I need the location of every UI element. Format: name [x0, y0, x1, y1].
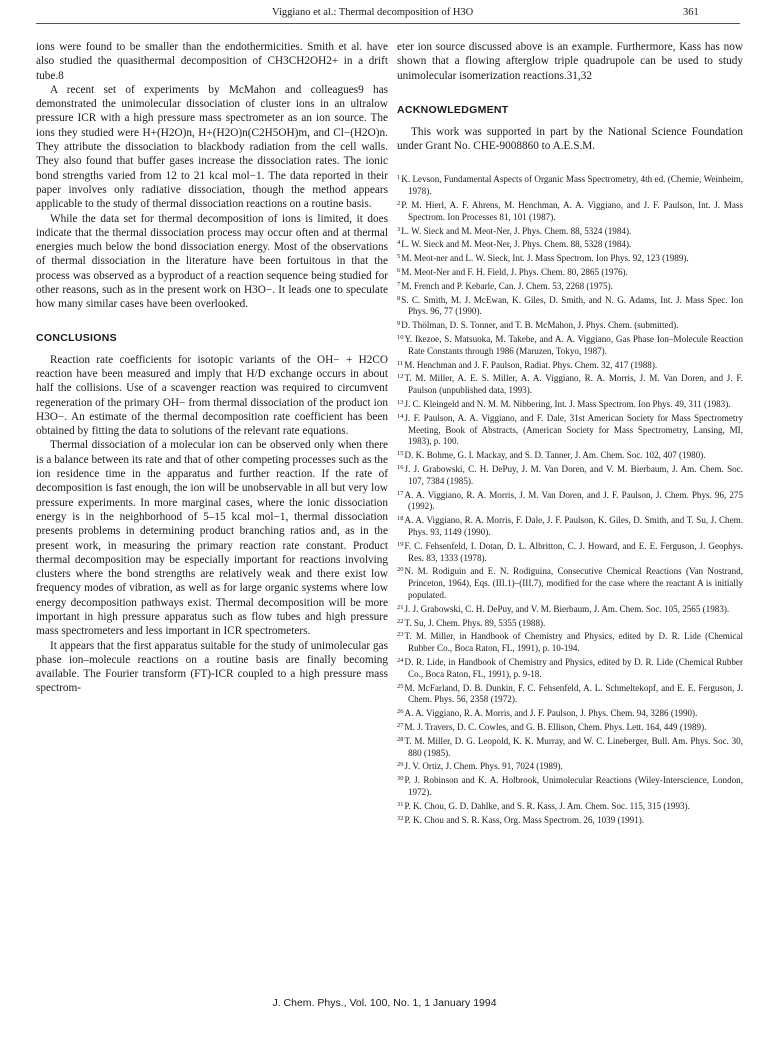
acknowledgment-heading: ACKNOWLEDGMENT	[397, 103, 509, 116]
reference-item	[397, 251, 743, 265]
reference-number: 19	[397, 540, 404, 548]
reference-text: T. M. Miller, A. E. S. Miller, A. A. Viggiano, R. A. Morris, J. M. Van Doren, and J. F. Paulson (unpublished data, 1993).	[404, 373, 743, 396]
reference-text: M. McFarland, D. B. Dunkin, F. C. Fehsenfeld, A. L. Schmeltekopf, and E. E. Ferguson, J. Chem. Phys. 56, 2358 (1972).	[404, 682, 743, 705]
reference-number: 31	[397, 800, 404, 808]
reference-text: P. M. Hierl, A. F. Ahrens, M. Henchman, A. A. Viggiano, and J. F. Paulson, Int. J. Mass Spectrom. Ion Processes 81, 101 (1987).	[401, 200, 743, 222]
reference-number: 4	[397, 239, 401, 247]
reference-item	[397, 734, 743, 760]
page-number: 361	[683, 7, 699, 18]
reference-number: 27	[397, 721, 404, 729]
reference-number: 28	[397, 735, 404, 743]
reference-number: 10	[397, 334, 404, 342]
reference-item	[397, 799, 743, 813]
reference-text: J. C. Kleingeld and N. M. M. Nibbering, Int. J. Mass Spectrom. Ion Phys. 49, 311 (1983).	[404, 399, 731, 410]
reference-item	[397, 681, 743, 707]
reference-item	[397, 371, 743, 397]
body-paragraph: eter ion source discussed above is an example. Furthermore, Kass has now shown that a flowing afterglow triple quadrupole can be used to study unimolecular isomerization reactions.31,32	[397, 41, 743, 82]
reference-number: 15	[397, 450, 404, 458]
reference-number: 2	[397, 200, 401, 208]
reference-number: 11	[397, 359, 404, 367]
reference-list	[397, 172, 743, 826]
reference-text: D. Thölman, D. S. Tonner, and T. B. McMahon, J. Phys. Chem. (submitted).	[401, 320, 679, 331]
reference-item	[397, 198, 743, 224]
reference-text: P. J. Robinson and K. A. Holbrook, Unimolecular Reactions (Wiley-Interscience, London, 1972).	[404, 775, 743, 797]
reference-item	[397, 279, 743, 293]
reference-text: T. M. Miller, D. G. Leopold, K. K. Murray, and W. C. Lineberger, Bull. Am. Phys. Soc. 30, 880 (1985).	[404, 735, 743, 758]
reference-item	[397, 265, 743, 279]
body-paragraph: A recent set of experiments by McMahon and colleagues9 has demonstrated the unimolecular dissociation of cluster ions in an ultralow pressure ICR with a high pressure mass spectrometer as an ion source. The ions they studied were H+(H2O)n, H+(H2O)n(C2H5OH)m, and Cl−(H2O)n. They attribute the dissociation to blackbody radiation from the cell walls. They also found that buffer gases increase the dissociation rates. The ionic bond strengths varied from 12 to 21 kcal mol−1. The data reported in their paper involves only radiative dissociation, though the method appears applicable to the study of thermal dissociation reactions on a routine basis.	[36, 83, 388, 211]
reference-text: L. W. Sieck and M. Meot-Ner, J. Phys. Chem. 88, 5324 (1984).	[401, 225, 632, 236]
reference-item	[397, 773, 743, 799]
reference-text: P. K. Chou and S. R. Kass, Org. Mass Spectrom. 26, 1039 (1991).	[404, 814, 645, 825]
running-title: Viggiano et al.: Thermal decomposition of H3O	[272, 7, 474, 18]
reference-item	[397, 564, 743, 601]
reference-number: 30	[397, 775, 404, 783]
reference-item	[397, 332, 743, 358]
reference-item	[397, 720, 743, 734]
reference-item	[397, 293, 743, 319]
reference-text: F. C. Fehsenfeld, I. Dotan, D. L. Albritton, C. J. Howard, and E. E. Ferguson, J. Geophys. Res. 83, 1333 (1978).	[404, 540, 743, 563]
reference-number: 17	[397, 489, 404, 497]
reference-text: Y. Ikezoe, S. Matsuoka, M. Takebe, and A. A. Viggiano, Gas Phase Ion–Molecule Reaction Rate Constants through 1986 (Maruzen, Tokyo, 1987).	[404, 334, 743, 356]
reference-item	[397, 539, 743, 565]
reference-number: 13	[397, 399, 404, 407]
reference-text: J. V. Ortiz, J. Chem. Phys. 91, 7024 (1989).	[404, 761, 563, 772]
reference-text: D. K. Bohme, G. I. Mackay, and S. D. Tanner, J. Am. Chem. Soc. 102, 407 (1980).	[404, 450, 706, 461]
reference-text: M. French and P. Kebarle, Can. J. Chem. 53, 2268 (1975).	[401, 280, 613, 291]
conclusions-paragraph: Thermal dissociation of a molecular ion can be observed only when there is a balance between its rate and that of other competing processes such as the ion residence time in the apparatus and further reaction. If the rate of decomposition is fast enough, the ion will be unobservable in all but very low pressure experiments. In more marginal cases, where the ionic dissociation energy is in the neighborhood of 5–15 kcal mol−1, thermal dissociation presents problems in determining product branching ratios and, as in the present work, in measuring the primary reaction rate constant. Product thermal decomposition may be especially important for reactions involving clusters where the bond strengths are relatively weak and there exist low frequency modes of vibration, as well as for large organic systems where low energy decomposition pathways exist. Thermal decomposition will be more important in high pressure apparatus such as flow tubes and high pressure mass spectrometers and less important in ICR spectrometers.	[36, 439, 388, 638]
reference-item	[397, 602, 743, 616]
reference-item	[397, 513, 743, 539]
reference-item	[397, 616, 743, 630]
reference-number: 8	[397, 294, 401, 302]
body-paragraph: While the data set for thermal decomposition of ions is limited, it does indicate that the thermal dissociation process may occur often and at thermal energies much below the bond dissociation energy. Most of the observations of thermal dissociation in the literature have been fortuitous in that the process was observed as a byproduct of a reaction sequence being studied for other reasons, such as in the present work on H3O−. It leads one to speculate how many similar cases have been overlooked.	[36, 212, 388, 311]
reference-text: J. J. Grabowski, C. H. DePuy, J. M. Van Doren, and V. M. Bierbaum, J. Am. Chem. Soc. 107, 7384 (1985).	[404, 464, 743, 486]
reference-number: 3	[397, 225, 401, 233]
reference-item	[397, 488, 743, 514]
reference-text: P. K. Chou, G. D. Dahlke, and S. R. Kass, J. Am. Chem. Soc. 115, 315 (1993).	[404, 800, 690, 811]
reference-number: 20	[397, 566, 404, 574]
reference-number: 32	[397, 814, 404, 822]
reference-text: J. J. Grabowski, C. H. DePuy, and V. M. Bierbaum, J. Am. Chem. Soc. 105, 2565 (1983).	[404, 603, 730, 614]
acknowledgment-paragraph: This work was supported in part by the National Science Foundation under Grant No. CHE-9008860 to A.E.S.M.	[397, 125, 743, 153]
header-rule	[36, 23, 740, 24]
reference-item	[397, 759, 743, 773]
conclusions-paragraph: Reaction rate coefficients for isotopic variants of the OH− + H2CO reaction have been measured and imply that H/D exchange occurs in about half the collisions. Use of a scavenger reaction was required to circumvent regeneration of the primary OH− from thermal dissociation of the product ion H3O−. An estimate of the thermal decomposition rate coefficient has been obtained by fitting the data to solutions of the relevant rate equations.	[36, 353, 388, 438]
reference-text: M. Meot-ner and L. W. Sieck, Int. J. Mass Spectrom. Ion Phys. 92, 123 (1989).	[401, 253, 689, 264]
reference-number: 22	[397, 617, 404, 625]
reference-item	[397, 629, 743, 655]
reference-number: 26	[397, 708, 404, 716]
reference-item	[397, 358, 743, 372]
reference-text: L. W. Sieck and M. Meot-Ner, J. Phys. Chem. 88, 5328 (1984).	[401, 239, 632, 250]
body-paragraph: ions were found to be smaller than the endothermicities. Smith et al. have also studied the quasithermal decomposition of CH3CH2OH2+ in a drift tube.8	[36, 41, 388, 82]
reference-number: 14	[397, 412, 404, 420]
reference-number: 21	[397, 603, 404, 611]
reference-number: 7	[397, 280, 401, 288]
reference-item	[397, 172, 743, 198]
conclusions-heading: CONCLUSIONS	[36, 331, 117, 344]
reference-text: A. A. Viggiano, R. A. Morris, J. M. Van Doren, and J. F. Paulson, J. Chem. Phys. 96, 275 (1992).	[404, 489, 743, 512]
reference-number: 12	[397, 373, 404, 381]
right-column	[397, 40, 743, 826]
reference-number: 9	[397, 320, 401, 328]
reference-number: 25	[397, 682, 404, 690]
reference-text: J. F. Paulson, A. A. Viggiano, and F. Dale, 31st American Society for Mass Spectrometry Meeting, Book of Abstracts, (American Society for Mass Spectrometry, Lansing, MI, 1983), p. 100.	[404, 412, 743, 447]
reference-text: T. Su, J. Chem. Phys. 89, 5355 (1988).	[404, 617, 546, 628]
reference-number: 6	[397, 267, 401, 275]
reference-text: D. R. Lide, in Handbook of Chemistry and Physics, edited by D. R. Lide (Chemical Rubber Co., Boca Raton, FL, 1991), p. 9-18.	[404, 656, 743, 679]
reference-number: 1	[397, 174, 401, 182]
reference-item	[397, 655, 743, 681]
reference-item	[397, 462, 743, 488]
left-column	[36, 40, 388, 696]
reference-number: 18	[397, 515, 404, 523]
reference-item	[397, 813, 743, 827]
reference-text: T. M. Miller, in Handbook of Chemistry and Physics, edited by D. R. Lide (Chemical Rubber Co., Boca Raton, FL, 1991), p. 10-194.	[404, 631, 743, 654]
reference-text: N. M. Rodiguin and E. N. Rodiguina, Consecutive Chemical Reactions (Van Nostrand, Princeton, 1964), Eqs. (III.1)–(III.7), modified for the case where the reactant A is initially populated.	[404, 566, 743, 600]
reference-item	[397, 448, 743, 462]
reference-item	[397, 397, 743, 411]
reference-item	[397, 706, 743, 720]
reference-number: 29	[397, 761, 404, 769]
reference-number: 5	[397, 253, 401, 261]
reference-text: M. Henchman and J. F. Paulson, Radiat. Phys. Chem. 32, 417 (1988).	[404, 359, 658, 370]
reference-text: M. Meot-Ner and F. H. Field, J. Phys. Chem. 80, 2865 (1976).	[401, 267, 628, 278]
reference-item	[397, 237, 743, 251]
reference-number: 24	[397, 656, 404, 664]
reference-text: A. A. Viggiano, R. A. Morris, and J. F. Paulson, J. Phys. Chem. 94, 3286 (1990).	[404, 708, 698, 719]
reference-number: 16	[397, 464, 404, 472]
reference-text: K. Levson, Fundamental Aspects of Organic Mass Spectrometry, 4th ed. (Chemie, Weinheim, 1978).	[401, 174, 743, 197]
reference-item	[397, 411, 743, 448]
footer-citation: J. Chem. Phys., Vol. 100, No. 1, 1 January 1994	[272, 997, 497, 1009]
reference-text: S. C. Smith, M. J. McEwan, K. Giles, D. Smith, and N. G. Adams, Int. J. Mass Spec. Ion Phys. 96, 77 (1990).	[401, 294, 743, 317]
reference-item	[397, 224, 743, 238]
reference-item	[397, 318, 743, 332]
reference-number: 23	[397, 631, 404, 639]
running-head	[0, 4, 769, 26]
conclusions-paragraph: It appears that the first apparatus suitable for the study of unimolecular gas phase ion–molecule reactions on a routine basis are finally becoming available. The Fourier transform (FT)-ICR coupled to a high pressure mass spectrom-	[36, 639, 388, 695]
reference-text: A. A. Viggiano, R. A. Morris, F. Dale, J. F. Paulson, K. Giles, D. Smith, and T. Su, J. Chem. Phys. 93, 1149 (1990).	[404, 515, 743, 537]
reference-text: M. J. Travers, D. C. Cowles, and G. B. Ellison, Chem. Phys. Lett. 164, 449 (1989).	[404, 721, 707, 732]
